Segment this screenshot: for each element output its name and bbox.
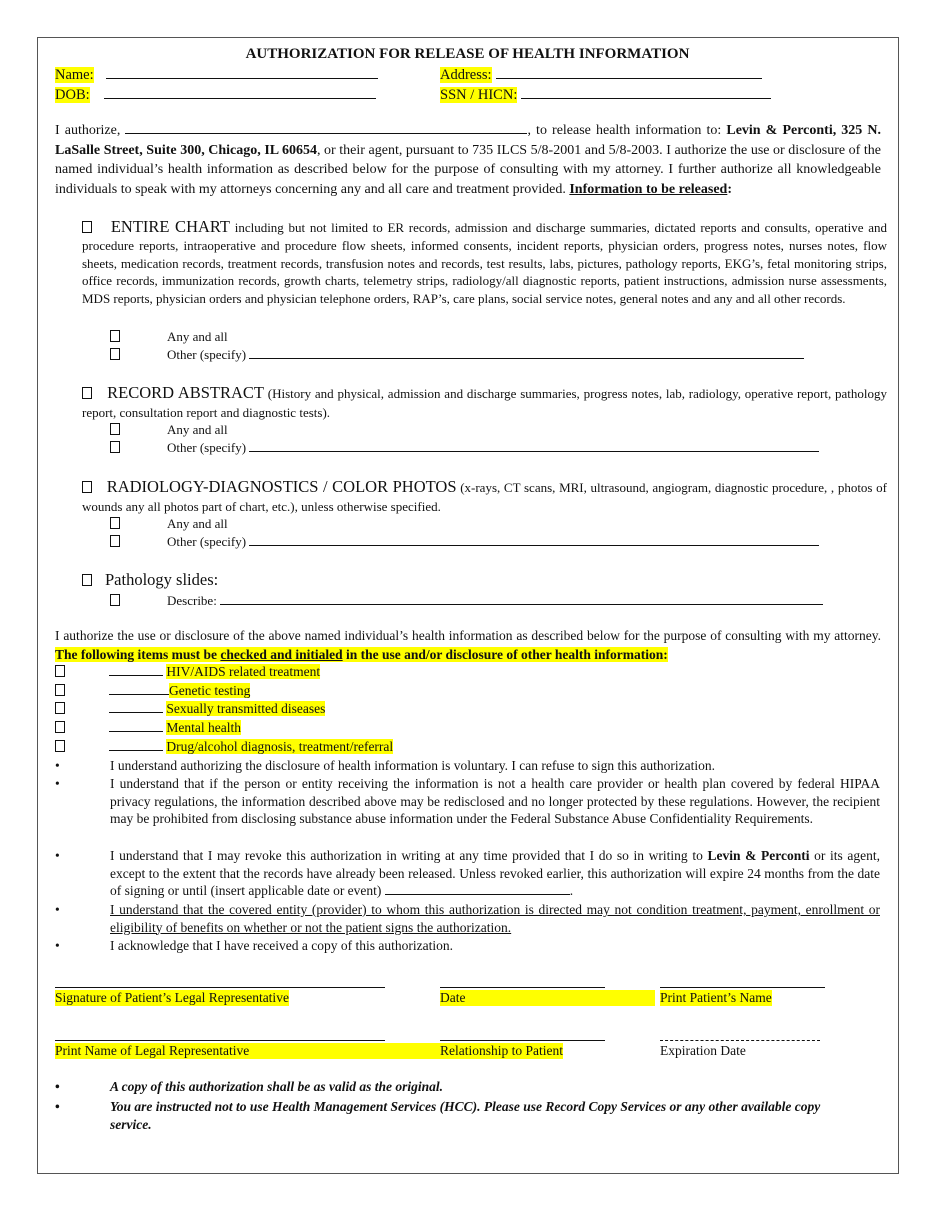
patient-fields bbox=[55, 65, 378, 105]
bullet-4: • I understand that the covered entity (provider) to whom this authorization is directed may not condition treatment, payment, enrollment or eligibility of benefits on whether or not the patient signs the authorization. bbox=[55, 902, 880, 935]
checkbox-radiology[interactable] bbox=[82, 481, 92, 493]
print-patient-line[interactable] bbox=[660, 987, 825, 988]
text: The following items must be bbox=[55, 646, 221, 662]
signature-line[interactable] bbox=[55, 987, 385, 988]
section-description: (History and physical, admission and discharge summaries, progress notes, lab, radiology, operative report, pathology report, consultation report and diagnostic tests). bbox=[82, 386, 888, 420]
option-label: Any and all bbox=[167, 516, 228, 531]
option-label: Describe: bbox=[167, 593, 217, 608]
dob-field[interactable] bbox=[104, 86, 376, 99]
relationship-line[interactable] bbox=[440, 1040, 605, 1041]
text: or its agent, except to the extent that the records have already been released. Unless revoked earlier, this authorization will expire 24 months from the date of signing or until (insert applicable date or event) bbox=[110, 848, 880, 899]
text: I authorize the use or disclosure of the above named individual’s health information as described below for the purpose of consulting with my attorney. bbox=[55, 628, 881, 643]
item-label: Sexually transmitted diseases bbox=[166, 701, 326, 717]
bullet-text: I acknowledge that I have received a copy of this authorization. bbox=[110, 938, 453, 953]
footer-note: You are instructed not to use Health Management Services (HCC). Please use Record Copy Services or any other available copy service. bbox=[110, 1098, 821, 1132]
checkbox-any[interactable] bbox=[110, 423, 120, 435]
item-label: HIV/AIDS related treatment bbox=[166, 664, 321, 679]
item-label: Genetic testing bbox=[169, 682, 251, 698]
list-item bbox=[55, 682, 393, 701]
checkbox-pathology[interactable] bbox=[82, 574, 92, 586]
section-heading: RADIOLOGY-DIAGNOSTICS / COLOR PHOTOS bbox=[106, 477, 457, 496]
option-label: Any and all bbox=[167, 422, 228, 437]
print-rep-line[interactable] bbox=[55, 1040, 385, 1041]
checkbox-other[interactable] bbox=[110, 441, 120, 453]
ssn-field[interactable] bbox=[521, 86, 771, 99]
other-specify-field[interactable] bbox=[249, 533, 819, 546]
other-specify-field[interactable] bbox=[249, 439, 819, 452]
bullet-text: I understand authorizing the disclosure of health information is voluntary. I can refuse to sign this authorization. bbox=[110, 758, 715, 773]
initial-field[interactable] bbox=[109, 719, 163, 732]
checkbox-describe[interactable] bbox=[110, 594, 120, 606]
print-patient-label: Print Patient’s Name bbox=[660, 990, 772, 1005]
print-rep-label: Print Name of Legal Representative bbox=[55, 1043, 440, 1059]
section-heading: ENTIRE CHART bbox=[110, 217, 230, 236]
list-item bbox=[55, 719, 393, 738]
list-item bbox=[55, 700, 393, 719]
expiration-event-field[interactable] bbox=[385, 882, 570, 895]
authorization-paragraph bbox=[55, 121, 881, 200]
name-field[interactable] bbox=[106, 66, 378, 79]
item-label: Mental health bbox=[166, 720, 241, 736]
section-record-abstract bbox=[82, 383, 887, 422]
text: : bbox=[727, 182, 733, 198]
text: . bbox=[569, 883, 574, 899]
checkbox-any[interactable] bbox=[110, 330, 120, 342]
entire-chart-options bbox=[110, 328, 804, 365]
section-description: (x-rays, CT scans, MRI, ultrasound, angiogram, diagnostic procedure, , photos of wounds any all photos part of chart, etc.), unless otherwise specified. bbox=[82, 480, 888, 514]
radiology-options bbox=[110, 515, 819, 552]
item-label: Drug/alcohol diagnosis, treatment/referral bbox=[166, 738, 394, 754]
record-abstract-options bbox=[110, 421, 819, 458]
firm-name: Levin & Perconti bbox=[707, 848, 810, 863]
bullet-3: • I understand that I may revoke this authorization in writing at any time provided that I do so in writing to Levin & Perconti or its agent, except to the extent that the records have already been released. Unless revoked earlier, this authorization will expire 24 months from the date of signing or until (insert applicable date or event) . bbox=[55, 848, 880, 899]
section-description: including but not limited to ER records, admission and discharge summaries, dictated reports and consults, operative and procedure reports, intraoperative and procedure flow sheets, informed consents, incident reports, physician orders, progress notes, nurses notes, flow sheets, medication records, treatment records, transfusion notes and records, test results, labs, pictures, pathology reports, EKG’s, fetal monitoring strips, office records, immunization records, growth charts, telemetry strips, radiology/all diagnostic reports, patient instructions, admission nurse assessments, MDS reports, physician orders and physician telephone orders, RAP’s, care plans, social service notes, general notes and any and all other records. bbox=[82, 220, 888, 307]
other-specify-field[interactable] bbox=[249, 346, 804, 359]
checkbox-any[interactable] bbox=[110, 517, 120, 529]
name-label: Name: bbox=[55, 67, 94, 83]
signature-label: Signature of Patient’s Legal Representative bbox=[55, 990, 289, 1005]
date-label: Date bbox=[440, 990, 655, 1006]
bullet-1: • I understand authorizing the disclosure of health information is voluntary. I can refuse to sign this authorization. bbox=[55, 757, 880, 775]
expiration-line[interactable] bbox=[660, 1040, 820, 1041]
text: I understand that I may revoke this authorization in writing at any time provided that I do so in writing to bbox=[110, 848, 708, 863]
checkbox-record-abstract[interactable] bbox=[82, 387, 92, 399]
checkbox-other[interactable] bbox=[110, 348, 120, 360]
list-item bbox=[55, 663, 393, 682]
info-released-heading: Information to be released bbox=[569, 182, 728, 198]
footer-notes: • A copy of this authorization shall be as valid as the original. • You are instructed not to use Health Management Services (HCC). Please use Record Copy Services or any other available copy service. bbox=[55, 1078, 855, 1135]
section-heading: RECORD ABSTRACT bbox=[107, 383, 264, 402]
pathology-options bbox=[110, 592, 823, 610]
footer-note: A copy of this authorization shall be as valid as the original. bbox=[110, 1079, 444, 1094]
checkbox[interactable] bbox=[55, 740, 65, 752]
text: checked and initialed bbox=[220, 646, 343, 662]
option-label: Other (specify) bbox=[167, 440, 247, 456]
checkbox[interactable] bbox=[55, 721, 65, 733]
checkbox-other[interactable] bbox=[110, 535, 120, 547]
address-field[interactable] bbox=[496, 66, 762, 79]
relationship-label: Relationship to Patient bbox=[440, 1043, 563, 1058]
form-title: AUTHORIZATION FOR RELEASE OF HEALTH INFORMATION bbox=[245, 46, 690, 62]
initial-field[interactable] bbox=[109, 682, 169, 695]
bullet-5: • I acknowledge that I have received a copy of this authorization. bbox=[55, 937, 880, 955]
section-pathology bbox=[82, 570, 887, 590]
checkbox[interactable] bbox=[55, 684, 65, 696]
bullet-2: • I understand that if the person or entity receiving the information is not a health care provider or health plan covered by federal HIPAA privacy regulations, the information described above may be redisclosed and no longer protected by these regulations. However, the recipient may be prohibited from disclosing substance abuse information under the Federal Substance Abuse Confidentiality Requirements. bbox=[55, 776, 880, 827]
text: , or their agent, pursuant to 735 ILCS 5/8-2001 and 5/8-2003. I authorize the use or disclosure of the named individual’s health information as described below for the purpose of consulting with my attorney. I further authorize all knowledgeable individuals to speak with my attorneys concerning any and all care and treatment provided. bbox=[55, 142, 881, 198]
checkbox[interactable] bbox=[55, 702, 65, 714]
describe-field[interactable] bbox=[220, 592, 823, 605]
address-label: Address: bbox=[440, 67, 492, 83]
list-item bbox=[55, 738, 393, 757]
bullet-text: I understand that the covered entity (provider) to whom this authorization is directed may not condition treatment, payment, enrollment or eligibility of benefits on whether or not the patient signs the authorization. bbox=[110, 902, 880, 935]
option-label: Other (specify) bbox=[167, 347, 247, 363]
sensitive-items-list bbox=[55, 663, 393, 757]
checkbox-entire-chart[interactable] bbox=[82, 221, 92, 233]
bullet-text: I understand that if the person or entity receiving the information is not a health care provider or health plan covered by federal HIPAA privacy regulations, the information described above may be redisclosed and no longer protected by these regulations. However, the recipient may be prohibited from disclosing substance abuse information under the Federal Substance Abuse Confidentiality Requirements. bbox=[110, 776, 880, 827]
checkbox[interactable] bbox=[55, 665, 65, 677]
firm-address: Levin & Perconti, 325 N. LaSalle Street, Suite 300, Chicago, IL 60654 bbox=[55, 123, 882, 158]
section-entire-chart bbox=[82, 218, 887, 308]
expiration-label: Expiration Date bbox=[660, 1043, 746, 1058]
text: in the use and/or disclosure of other health information: bbox=[342, 646, 668, 662]
text: , to release health information to: bbox=[527, 123, 727, 138]
section-radiology bbox=[82, 477, 887, 516]
ssn-label: SSN / HICN: bbox=[440, 87, 518, 103]
text: I authorize, bbox=[55, 123, 121, 138]
section-heading: Pathology slides: bbox=[105, 570, 219, 589]
date-line[interactable] bbox=[440, 987, 605, 988]
initial-field[interactable] bbox=[109, 700, 163, 713]
option-label: Any and all bbox=[167, 329, 228, 344]
dob-label: DOB: bbox=[55, 87, 90, 103]
authorized-party-field[interactable] bbox=[125, 121, 527, 134]
initial-field[interactable] bbox=[109, 663, 163, 676]
sensitive-info-paragraph bbox=[55, 627, 881, 664]
patient-fields-right bbox=[440, 65, 771, 105]
initial-field[interactable] bbox=[109, 738, 163, 751]
option-label: Other (specify) bbox=[167, 534, 247, 550]
